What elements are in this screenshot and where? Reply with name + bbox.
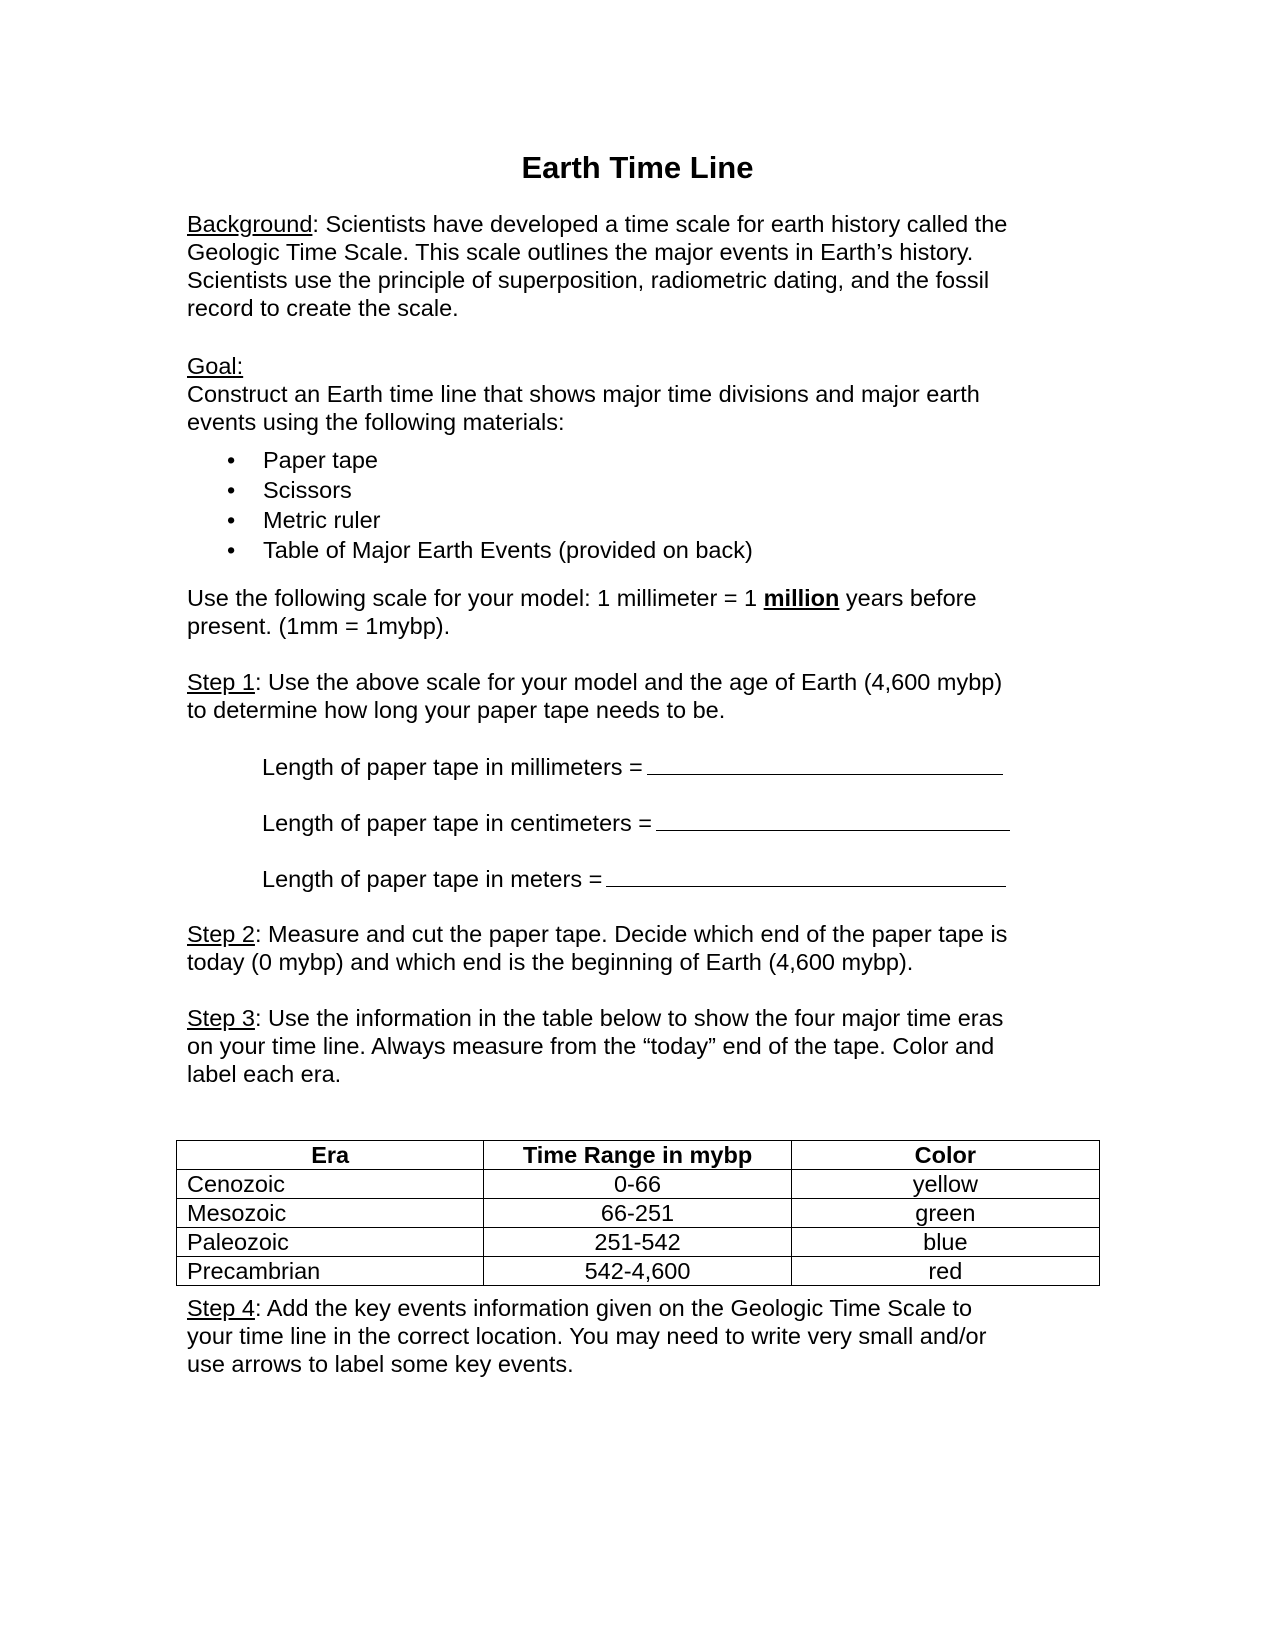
goal-line-2: events using the following materials:: [187, 409, 565, 435]
scale-line-1: Use the following scale for your model: 1 millimeter = 1 million years before: [187, 585, 977, 611]
list-item: • Metric ruler: [227, 507, 381, 533]
table-row: [177, 1257, 1100, 1286]
page-title: Earth Time Line: [521, 150, 754, 185]
background-line-4: record to create the scale.: [187, 295, 459, 321]
answer-blank-mm[interactable]: [647, 752, 1003, 775]
era-cell: Cenozoic: [177, 1170, 484, 1199]
goal-section: [187, 352, 1087, 436]
color-cell: blue: [791, 1228, 1099, 1257]
step2-section: [187, 920, 1087, 976]
step3-line-3: label each era.: [187, 1061, 342, 1087]
step4-line-1: Step 4: Add the key events information given on the Geologic Time Scale to: [187, 1295, 973, 1321]
era-table: [176, 1140, 1100, 1286]
step3-line-2: on your time line. Always measure from the “today” end of the tape. Color and: [187, 1033, 995, 1059]
column-header-time-range: Time Range in mybp: [484, 1141, 791, 1170]
table-header-row: [177, 1141, 1100, 1170]
time-range-cell: 251-542: [484, 1228, 791, 1257]
step2-line-1: Step 2: Measure and cut the paper tape. Decide which end of the paper tape is: [187, 921, 1008, 947]
scale-section: [187, 584, 1087, 640]
background-line-1: Background: Scientists have developed a time scale for earth history called the: [187, 211, 1008, 237]
step2-label: Step 2: [187, 921, 255, 947]
step1-label: Step 1: [187, 669, 255, 695]
time-range-cell: 542-4,600: [484, 1257, 791, 1286]
bullet-icon: •: [227, 477, 236, 503]
list-item: • Scissors: [227, 477, 352, 503]
bullet-icon: •: [227, 537, 236, 563]
background-label: Background: [187, 211, 313, 237]
table-row: [177, 1199, 1100, 1228]
bullet-icon: •: [227, 447, 236, 473]
blank-label: Length of paper tape in centimeters =: [262, 810, 652, 836]
era-cell: Mesozoic: [177, 1199, 484, 1228]
materials-list: [187, 445, 753, 565]
table-row: [177, 1170, 1100, 1199]
era-cell: Paleozoic: [177, 1228, 484, 1257]
color-cell: yellow: [791, 1170, 1099, 1199]
list-item: • Paper tape: [227, 447, 378, 473]
time-range-cell: 66-251: [484, 1199, 791, 1228]
time-range-cell: 0-66: [484, 1170, 791, 1199]
step3-section: [187, 1004, 1087, 1088]
step4-label: Step 4: [187, 1295, 255, 1321]
goal-label: Goal:: [187, 353, 244, 379]
step4-section: [187, 1294, 1087, 1378]
step4-line-2: your time line in the correct location. You may need to write very small and/or: [187, 1323, 987, 1349]
background-line-2: Geologic Time Scale. This scale outlines the major events in Earth’s history.: [187, 239, 974, 265]
step3-line-1: Step 3: Use the information in the table below to show the four major time eras: [187, 1005, 1004, 1031]
background-line-3: Scientists use the principle of superposition, radiometric dating, and the fossil: [187, 267, 990, 293]
step4-line-3: use arrows to label some key events.: [187, 1351, 574, 1377]
answer-millimeters: [262, 752, 1003, 781]
answer-meters: [262, 864, 1006, 893]
step1-section: [187, 668, 1087, 724]
step1-line-1: Step 1: Use the above scale for your model and the age of Earth (4,600 mybp): [187, 669, 1003, 695]
color-cell: red: [791, 1257, 1099, 1286]
answer-blank-cm[interactable]: [656, 808, 1010, 831]
scale-line-2: present. (1mm = 1mybp).: [187, 613, 451, 639]
step2-line-2: today (0 mybp) and which end is the beginning of Earth (4,600 mybp).: [187, 949, 914, 975]
list-item: • Table of Major Earth Events (provided on back): [227, 537, 753, 563]
column-header-color: Color: [791, 1141, 1099, 1170]
answer-blank-m[interactable]: [606, 864, 1006, 887]
era-cell: Precambrian: [177, 1257, 484, 1286]
background-section: [187, 210, 1087, 322]
million-emphasis: million: [763, 585, 840, 611]
step3-label: Step 3: [187, 1005, 255, 1031]
answer-centimeters: [262, 808, 1010, 837]
bullet-icon: •: [227, 507, 236, 533]
goal-line-1: Construct an Earth time line that shows major time divisions and major earth: [187, 381, 980, 407]
column-header-era: Era: [177, 1141, 484, 1170]
color-cell: green: [791, 1199, 1099, 1228]
blank-label: Length of paper tape in meters =: [262, 866, 603, 892]
step1-line-2: to determine how long your paper tape needs to be.: [187, 697, 726, 723]
blank-label: Length of paper tape in millimeters =: [262, 754, 643, 780]
table-row: [177, 1228, 1100, 1257]
